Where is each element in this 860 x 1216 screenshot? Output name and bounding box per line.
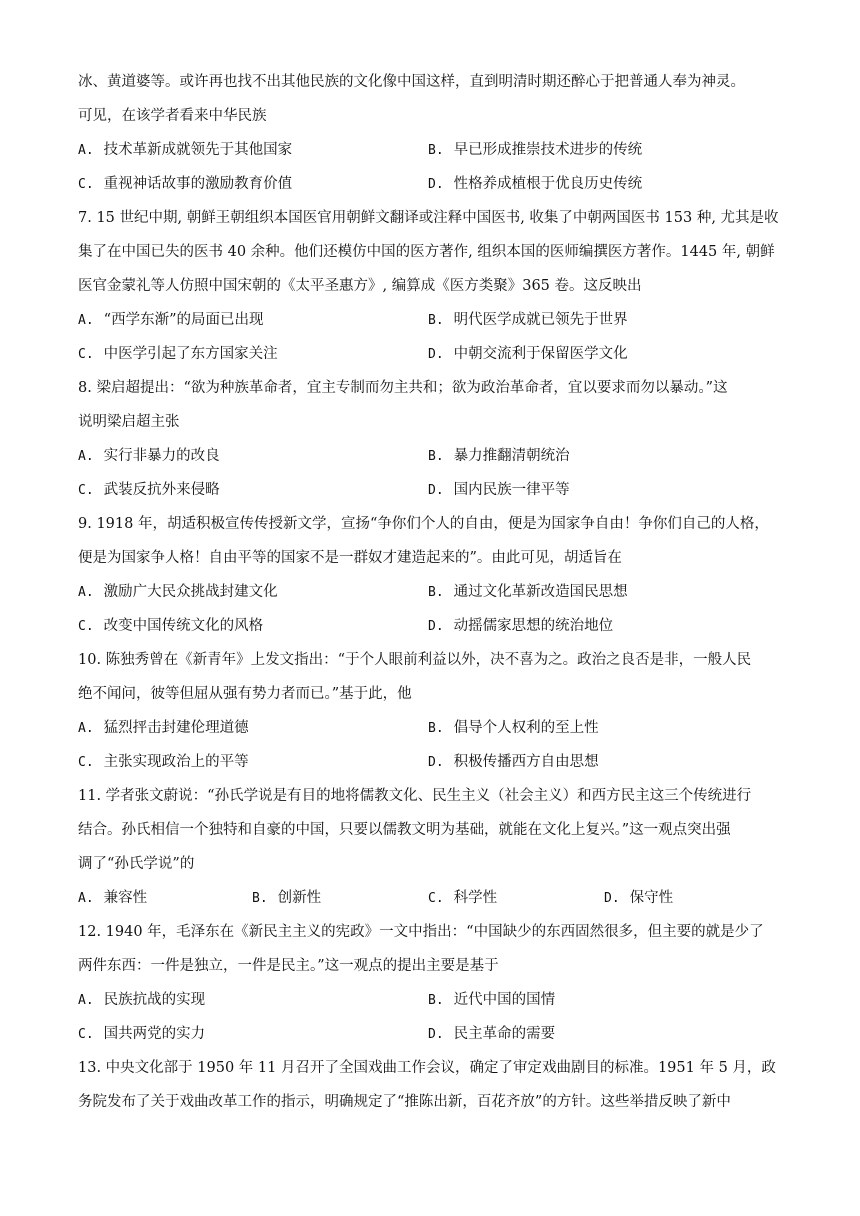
question-13-text-line: 务院发布了关于戏曲改革工作的指示，明确规定了“推陈出新，百花齐放”的方针。这些举措反映了新中 (78, 1094, 731, 1110)
question-10-option-b[interactable]: B. 倡导个人权利的至上性 (428, 720, 599, 736)
question-7-text-line: 医官金蒙礼等人仿照中国宋朝的《太平圣惠方》, 编算成《医方类聚》365 卷。这反映出 (78, 278, 642, 294)
question-8-option-d[interactable]: D. 国内民族一律平等 (428, 482, 570, 498)
question-6-option-a[interactable]: A. 技术革新成就领先于其他国家 (78, 142, 293, 158)
question-7-option-a[interactable]: A. “西学东渐”的局面已出现 (78, 312, 264, 328)
question-8-text-line: 说明梁启超主张 (78, 414, 180, 430)
question-6-option-d[interactable]: D. 性格养成植根于优良历史传统 (428, 176, 643, 192)
question-6-option-b[interactable]: B. 早已形成推崇技术进步的传统 (428, 142, 643, 158)
question-11-text-line: 11. 学者张文蔚说：“孙氏学说是有目的地将儒教文化、民生主义（社会主义）和西方民主这三个传统进行 (78, 788, 752, 804)
question-9-option-c[interactable]: C. 改变中国传统文化的风格 (78, 618, 264, 634)
question-11-option-b[interactable]: B. 创新性 (252, 890, 322, 906)
question-8-option-a[interactable]: A. 实行非暴力的改良 (78, 448, 220, 464)
question-10-text-line: 10. 陈独秀曾在《新青年》上发文指出：“于个人眼前利益以外，决不喜为之。政治之良否是非，一般人民 (78, 652, 752, 668)
question-6-text-line: 可见，在该学者看来中华民族 (78, 108, 267, 124)
question-8-option-b[interactable]: B. 暴力推翻清朝统治 (428, 448, 570, 464)
question-9-text-line: 便是为国家争人格！自由平等的国家不是一群奴才建造起来的”。由此可见，胡适旨在 (78, 550, 622, 566)
question-10-text-line: 绝不闻问，彼等但屈从强有势力者而已。”基于此，他 (78, 686, 412, 702)
question-12-option-b[interactable]: B. 近代中国的国情 (428, 992, 556, 1008)
question-8-text-line: 8. 梁启超提出：“欲为种族革命者，宜主专制而勿主共和；欲为政治革命者，宜以要求而勿以暴动。”这 (78, 380, 728, 396)
question-9-text-line: 9. 1918 年，胡适积极宣传传授新文学，宣扬“争你们个人的自由，便是为国家争自由！争你们自己的人格， (78, 516, 769, 532)
question-9-option-a[interactable]: A. 激励广大民众挑战封建文化 (78, 584, 278, 600)
question-10-option-c[interactable]: C. 主张实现政治上的平等 (78, 754, 249, 770)
question-9-option-b[interactable]: B. 通过文化革新改造国民思想 (428, 584, 628, 600)
question-7-text-line: 集了在中国已失的医书 40 余种。他们还模仿中国的医方著作, 组织本国的医师编撰医方著作。1445 年, 朝鲜 (78, 244, 775, 260)
question-11-option-c[interactable]: C. 科学性 (428, 890, 498, 906)
question-12-option-c[interactable]: C. 国共两党的实力 (78, 1026, 206, 1042)
question-7-option-b[interactable]: B. 明代医学成就已领先于世界 (428, 312, 628, 328)
question-7-option-d[interactable]: D. 中朝交流利于保留医学文化 (428, 346, 628, 362)
question-11-option-d[interactable]: D. 保守性 (604, 890, 674, 906)
question-6-option-c[interactable]: C. 重视神话故事的激励教育价值 (78, 176, 293, 192)
question-7-text-line: 7. 15 世纪中期, 朝鲜王朝组织本国医官用朝鲜文翻译或注释中国医书, 收集了中朝两国医书 153 种, 尤其是收 (78, 210, 779, 226)
question-10-option-a[interactable]: A. 猛烈抨击封建伦理道德 (78, 720, 249, 736)
question-12-text-line: 12. 1940 年，毛泽东在《新民主主义的宪政》一文中指出：“中国缺少的东西固然很多，但主要的就是少了 (78, 924, 764, 940)
question-8-option-c[interactable]: C. 武装反抗外来侵略 (78, 482, 220, 498)
question-13-text-line: 13. 中央文化部于 1950 年 11 月召开了全国戏曲工作会议，确定了审定戏曲剧目的标准。1951 年 5 月，政 (78, 1060, 776, 1076)
question-12-option-d[interactable]: D. 民主革命的需要 (428, 1026, 556, 1042)
question-9-option-d[interactable]: D. 动摇儒家思想的统治地位 (428, 618, 614, 634)
question-6-text-line: 冰、黄道婆等。或许再也找不出其他民族的文化像中国这样，直到明清时期还醉心于把普通人奉为神灵。 (78, 74, 745, 90)
question-10-option-d[interactable]: D. 积极传播西方自由思想 (428, 754, 599, 770)
question-11-text-line: 调了“孙氏学说”的 (78, 856, 195, 872)
question-11-option-a[interactable]: A. 兼容性 (78, 890, 148, 906)
question-12-option-a[interactable]: A. 民族抗战的实现 (78, 992, 206, 1008)
question-11-text-line: 结合。孙氏相信一个独特和自豪的中国，只要以儒教文明为基础，就能在文化上复兴。”这一观点突出强 (78, 822, 731, 838)
question-7-option-c[interactable]: C. 中医学引起了东方国家关注 (78, 346, 278, 362)
question-12-text-line: 两件东西：一件是独立，一件是民主。”这一观点的提出主要是基于 (78, 958, 499, 974)
